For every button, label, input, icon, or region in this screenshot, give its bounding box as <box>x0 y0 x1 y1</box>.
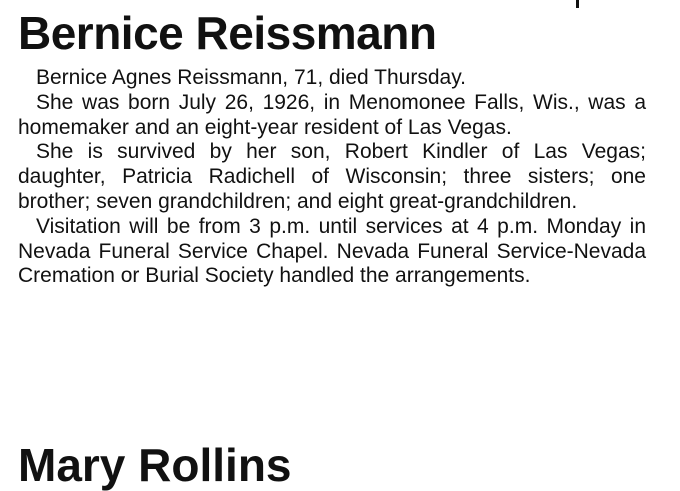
obituary-paragraph-biography: She was born July 26, 1926, in Menomonee Falls, Wis., was a homemaker and an eight-year resident of Las Vegas. <box>18 90 646 139</box>
next-obituary-headline-fragment <box>18 439 348 491</box>
obituary-headline: Bernice Reissmann <box>18 7 437 59</box>
obituary-paragraph-death: Bernice Agnes Reissmann, 71, died Thursday. <box>36 66 466 89</box>
next-obituary-headline: Mary Rollins <box>18 439 292 491</box>
print-mark <box>576 0 579 8</box>
obituary-paragraph-survivors: She is survived by her son, Robert Kindler of Las Vegas; daughter, Patricia Radichell of Wisconsin; three sisters; one brother; seven grandchildren; and eight great-grandchildren. <box>18 140 646 213</box>
obituary-paragraph-services: Visitation will be from 3 p.m. until services at 4 p.m. Monday in Nevada Funeral Service Chapel. Nevada Funeral Service-Nevada Cremation or Burial Society handled the arrangements. <box>18 214 646 288</box>
obituary-body <box>18 66 646 289</box>
